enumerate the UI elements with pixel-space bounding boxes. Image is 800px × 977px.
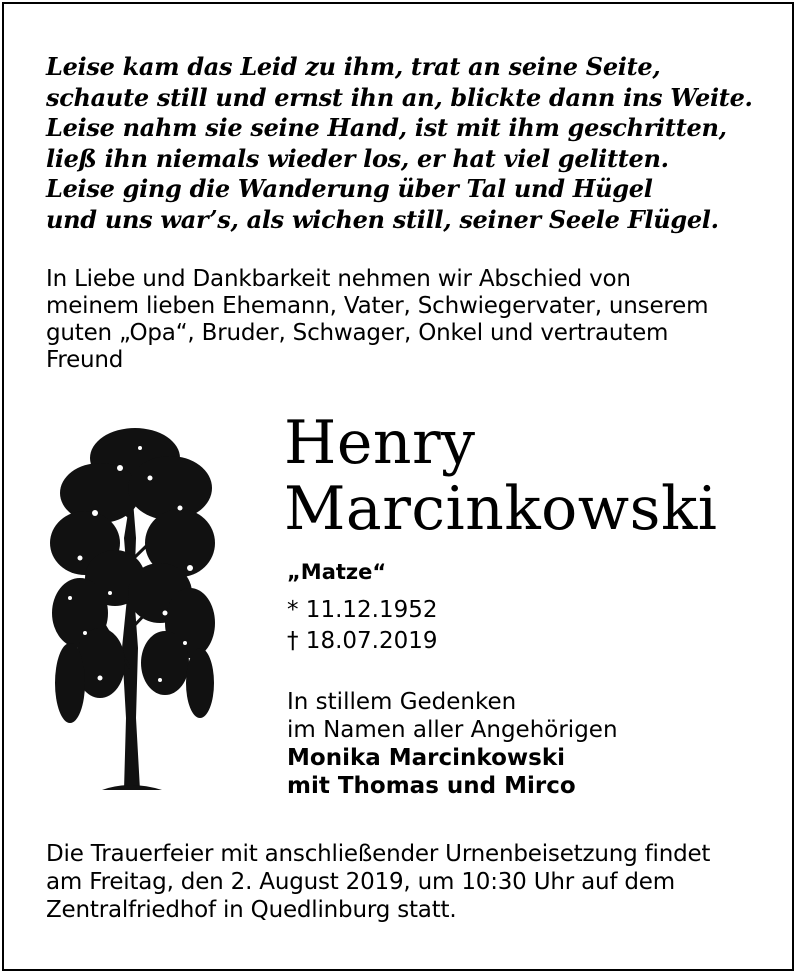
mourn-line: In stillem Gedenken: [287, 689, 517, 715]
poem: [46, 52, 786, 235]
birth-date: * 11.12.1952: [287, 597, 438, 623]
birch-tree-icon: [40, 418, 220, 798]
funeral-line: am Freitag, den 2. August 2019, um 10:30 Uhr auf dem: [46, 869, 675, 895]
funeral-line: Zentralfriedhof in Quedlinburg statt.: [46, 897, 457, 923]
last-name: Marcinkowski: [284, 474, 718, 544]
life-dates: [287, 595, 438, 657]
deceased-name: [284, 410, 718, 542]
poem-line: Leise kam das Leid zu ihm, trat an seine Seite,: [46, 52, 661, 81]
funeral-info: [46, 840, 786, 924]
intro-text: [46, 266, 766, 374]
mourners-block: [287, 688, 618, 800]
poem-line: ließ ihn niemals wieder los, er hat viel gelitten.: [46, 143, 669, 173]
poem-line: schaute still und ernst ihn an, blickte dann ins Weite.: [46, 82, 753, 112]
mourner-name: Monika Marcinkowski: [287, 745, 566, 771]
intro-line: Freund: [46, 347, 124, 373]
poem-line: Leise nahm sie seine Hand, ist mit ihm geschritten,: [46, 113, 727, 142]
intro-line: meinem lieben Ehemann, Vater, Schwiegervater, unserem: [46, 293, 709, 319]
first-name: Henry: [284, 408, 476, 478]
death-date: † 18.07.2019: [287, 628, 438, 654]
poem-line: und uns war’s, als wichen still, seiner Seele Flügel.: [46, 204, 719, 234]
mourner-family: mit Thomas und Mirco: [287, 773, 576, 799]
nickname: „Matze“: [287, 560, 387, 584]
mourn-line: im Namen aller Angehörigen: [287, 717, 618, 743]
intro-line: In Liebe und Dankbarkeit nehmen wir Abschied von: [46, 266, 631, 292]
intro-line: guten „Opa“, Bruder, Schwager, Onkel und vertrautem: [46, 320, 669, 346]
funeral-line: Die Trauerfeier mit anschließender Urnenbeisetzung findet: [46, 841, 711, 867]
poem-line: Leise ging die Wanderung über Tal und Hügel: [46, 174, 653, 203]
